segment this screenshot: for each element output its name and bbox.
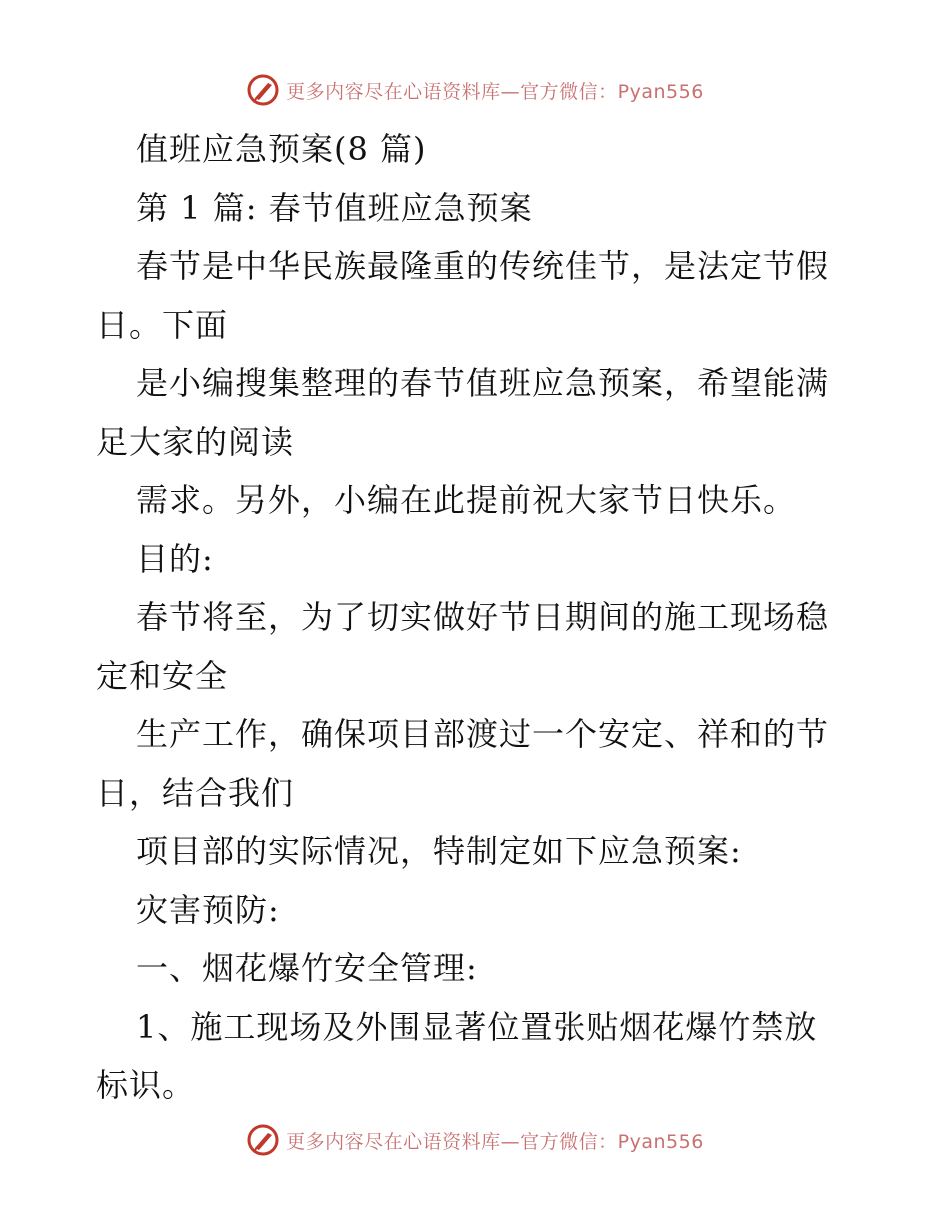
paragraph-line: 是小编搜集整理的春节值班应急预案，希望能满 bbox=[136, 364, 830, 402]
header-banner bbox=[0, 70, 950, 110]
paragraph-line: 日，结合我们 bbox=[96, 773, 295, 812]
quill-logo-icon bbox=[246, 73, 280, 107]
document-body bbox=[96, 120, 856, 1115]
paragraph-line: 生产工作，确保项目部渡过一个安定、祥和的节 bbox=[136, 715, 830, 753]
quill-logo-icon bbox=[246, 1123, 280, 1157]
banner-text bbox=[286, 77, 704, 104]
paragraph-line: 日。下面 bbox=[96, 305, 229, 344]
document-title: 值班应急预案(8 篇) bbox=[136, 130, 427, 168]
banner-main-text: 更多内容尽在心语资料库 bbox=[286, 1130, 501, 1153]
banner-separator: — bbox=[500, 80, 521, 103]
banner-text bbox=[286, 1127, 704, 1154]
banner-wechat-text: 官方微信：Pyan556 bbox=[520, 80, 704, 103]
paragraph-line: 春节是中华民族最隆重的传统佳节，是法定节假 bbox=[136, 247, 830, 285]
paragraph-line: 需求。另外，小编在此提前祝大家节日快乐。 bbox=[136, 481, 797, 519]
banner-main-text: 更多内容尽在心语资料库 bbox=[286, 80, 501, 103]
section-heading: 第 1 篇: 春节值班应急预案 bbox=[136, 188, 533, 227]
banner-wechat-text: 官方微信：Pyan556 bbox=[520, 1130, 704, 1153]
footer-banner bbox=[0, 1120, 950, 1160]
subheading-disaster-prevention: 灾害预防: bbox=[136, 890, 280, 929]
paragraph-line: 项目部的实际情况，特制定如下应急预案: bbox=[136, 832, 742, 870]
subheading-purpose: 目的: bbox=[136, 539, 214, 578]
paragraph-line: 定和安全 bbox=[96, 656, 229, 695]
paragraph-line: 春节将至，为了切实做好节日期间的施工现场稳 bbox=[136, 598, 830, 636]
banner-separator: — bbox=[500, 1130, 521, 1153]
subheading-fireworks: 一、烟花爆竹安全管理: bbox=[136, 949, 478, 987]
list-item-continuation: 标识。 bbox=[96, 1066, 196, 1104]
paragraph-line: 足大家的阅读 bbox=[96, 422, 295, 461]
list-item: 1、施工现场及外围显著位置张贴烟花爆竹禁放 bbox=[136, 1007, 818, 1046]
